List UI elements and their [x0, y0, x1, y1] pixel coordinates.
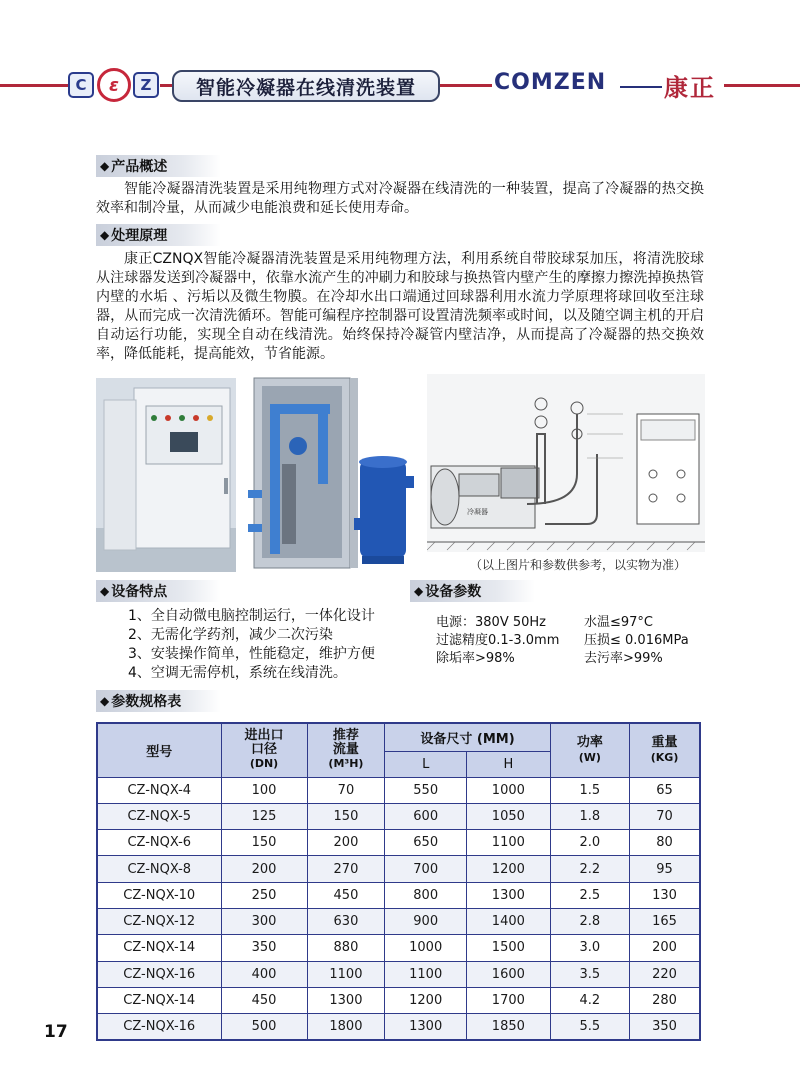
table-cell: 150	[307, 803, 385, 829]
section-heading: 产品概述	[111, 159, 168, 175]
installation-diagram-svg	[427, 374, 705, 552]
diamond-bullet-icon: ◆	[100, 694, 110, 708]
table-cell: 1300	[467, 882, 551, 908]
table-cell: 80	[630, 830, 700, 856]
table-cell: 130	[630, 882, 700, 908]
section-heading: 处理原理	[111, 228, 168, 244]
list-item: 3、安装操作简单，性能稳定，维护方便	[128, 646, 375, 662]
table-cell: 70	[307, 777, 385, 803]
col-header-dn: 进出口口径 (DN)	[221, 723, 307, 777]
diamond-bullet-icon: ◆	[100, 228, 110, 242]
table-row	[97, 908, 700, 934]
table-cell: 1100	[467, 830, 551, 856]
section-tag-overview	[96, 155, 221, 177]
table-cell: 1.5	[550, 777, 629, 803]
col-header-h: H	[467, 751, 551, 777]
image-caption: （以上图片和参数供参考，以实物为准）	[470, 558, 687, 572]
table-cell: CZ-NQX-4	[97, 777, 221, 803]
table-cell: CZ-NQX-12	[97, 908, 221, 934]
param-item: 过滤精度0.1-3.0mm	[436, 633, 560, 648]
col-header-weight: 重量 (KG)	[630, 723, 700, 777]
table-cell: 1100	[385, 961, 467, 987]
section-tag-spec	[96, 690, 221, 712]
table-cell: 1200	[467, 856, 551, 882]
table-row	[97, 803, 700, 829]
param-item: 除垢率>98%	[436, 651, 515, 666]
header-rule-left	[0, 84, 70, 87]
internal-unit-illustration	[248, 374, 418, 572]
table-cell: 1850	[467, 1014, 551, 1040]
param-item: 去污率>99%	[584, 651, 663, 666]
page-title: 智能冷凝器在线清洗装置	[172, 70, 440, 102]
logo-emblem: ε	[97, 68, 131, 102]
table-cell: 350	[630, 1014, 700, 1040]
table-cell: CZ-NQX-14	[97, 987, 221, 1013]
principle-text: 康正CZNQX智能冷凝器清洗装置是采用纯物理方法，利用系统自带胶球泵加压，将清洗胶球从注球器发送到冷凝器中，依靠水流产生的冲刷力和胶球与换热管内壁产生的摩擦力擦洗掉换热管内壁的水垢 、污垢以及微生物膜。在冷却水出口端通过回球器利用水流力学原理将球回收至注球器，从而完成一次清洗循环。智能可编程序控制器可设置清洗频率或时间，以及随空调主机的开启自动运行功能，实现全自动在线清洗。始终保持冷凝管内壁洁净，从而提高了冷凝器的热交换效率，降低能耗，提高能效，节省能源。	[96, 251, 704, 362]
table-cell: 270	[307, 856, 385, 882]
feature-list	[128, 607, 375, 683]
param-item: 电源：380V 50Hz	[436, 615, 546, 630]
page-number: 17	[44, 1022, 68, 1042]
param-list-right	[584, 614, 689, 668]
brand-name-cn: 康正	[664, 74, 716, 102]
col-header-power: 功率 (W)	[550, 723, 629, 777]
header-rule-brand	[620, 86, 662, 88]
table-cell: 200	[630, 935, 700, 961]
table-cell: 100	[221, 777, 307, 803]
table-cell: 2.8	[550, 908, 629, 934]
table-cell: 700	[385, 856, 467, 882]
table-cell: 300	[221, 908, 307, 934]
table-cell: 280	[630, 987, 700, 1013]
logo-letter-z: Z	[133, 72, 159, 98]
table-cell: CZ-NQX-8	[97, 856, 221, 882]
table-cell: 125	[221, 803, 307, 829]
table-cell: 450	[221, 987, 307, 1013]
table-cell: 500	[221, 1014, 307, 1040]
table-cell: 1400	[467, 908, 551, 934]
table-cell: 3.0	[550, 935, 629, 961]
table-cell: 70	[630, 803, 700, 829]
table-cell: 800	[385, 882, 467, 908]
table-cell: 65	[630, 777, 700, 803]
table-cell: 630	[307, 908, 385, 934]
table-cell: CZ-NQX-14	[97, 935, 221, 961]
table-cell: CZ-NQX-10	[97, 882, 221, 908]
table-cell: 1050	[467, 803, 551, 829]
table-cell: 3.5	[550, 961, 629, 987]
section-tag-principle	[96, 224, 221, 246]
list-item: 2、无需化学药剂，减少二次污染	[128, 627, 333, 643]
table-cell: 200	[221, 856, 307, 882]
table-cell: 600	[385, 803, 467, 829]
installation-diagram	[427, 374, 705, 552]
product-photo-cabinet	[96, 378, 236, 572]
table-cell: 880	[307, 935, 385, 961]
table-row	[97, 830, 700, 856]
table-cell: 1600	[467, 961, 551, 987]
table-cell: 550	[385, 777, 467, 803]
table-cell: 95	[630, 856, 700, 882]
table-row	[97, 1014, 700, 1040]
table-cell: 5.5	[550, 1014, 629, 1040]
table-cell: 400	[221, 961, 307, 987]
table-cell: CZ-NQX-5	[97, 803, 221, 829]
table-cell: 1700	[467, 987, 551, 1013]
param-item: 水温≤97°C	[584, 615, 654, 630]
table-cell: 900	[385, 908, 467, 934]
table-cell: 2.2	[550, 856, 629, 882]
diamond-bullet-icon: ◆	[100, 159, 110, 173]
table-cell: 4.2	[550, 987, 629, 1013]
table-cell: 250	[221, 882, 307, 908]
table-cell: 1.8	[550, 803, 629, 829]
section-tag-params	[410, 580, 535, 602]
list-item: 4、空调无需停机，系统在线清洗。	[128, 665, 347, 681]
table-cell: CZ-NQX-16	[97, 1014, 221, 1040]
table-cell: 650	[385, 830, 467, 856]
table-cell: 2.5	[550, 882, 629, 908]
diamond-bullet-icon: ◆	[414, 584, 424, 598]
table-row	[97, 935, 700, 961]
table-cell: 200	[307, 830, 385, 856]
logo-letter-c: C	[68, 72, 94, 98]
table-row	[97, 882, 700, 908]
table-row	[97, 777, 700, 803]
table-cell: 165	[630, 908, 700, 934]
table-row	[97, 987, 700, 1013]
table-cell: 450	[307, 882, 385, 908]
section-heading: 参数规格表	[111, 694, 182, 710]
table-cell: 1000	[385, 935, 467, 961]
col-header-flow: 推荐流量 (M³H)	[307, 723, 385, 777]
section-heading: 设备参数	[425, 584, 482, 600]
table-cell: 2.0	[550, 830, 629, 856]
table-cell: 1000	[467, 777, 551, 803]
table-cell: 1200	[385, 987, 467, 1013]
table-cell: 220	[630, 961, 700, 987]
table-cell: 1300	[307, 987, 385, 1013]
param-item: 压损≤ 0.016MPa	[584, 633, 689, 648]
table-row	[97, 856, 700, 882]
table-cell: 1300	[385, 1014, 467, 1040]
table-cell: CZ-NQX-16	[97, 961, 221, 987]
cabinet-illustration	[96, 378, 236, 572]
col-header-model: 型号	[97, 723, 221, 777]
section-heading: 设备特点	[111, 584, 168, 600]
diagram-label: 冷凝器	[467, 508, 488, 516]
header-rule-end	[724, 84, 800, 87]
table-row	[97, 961, 700, 987]
section-tag-features	[96, 580, 221, 602]
table-cell: 1500	[467, 935, 551, 961]
spec-table	[96, 722, 701, 1041]
table-cell: CZ-NQX-6	[97, 830, 221, 856]
param-list-left	[436, 614, 559, 668]
table-cell: 350	[221, 935, 307, 961]
brand-name-en: COMZEN	[494, 70, 607, 95]
diamond-bullet-icon: ◆	[100, 584, 110, 598]
table-cell: 1800	[307, 1014, 385, 1040]
product-photo-internal	[248, 374, 418, 572]
col-header-l: L	[385, 751, 467, 777]
header-rule-right	[440, 84, 492, 87]
table-cell: 1100	[307, 961, 385, 987]
col-header-size: 设备尺寸 (MM)	[385, 723, 550, 751]
table-cell: 150	[221, 830, 307, 856]
overview-text: 智能冷凝器清洗装置是采用纯物理方式对冷凝器在线清洗的一种装置，提高了冷凝器的热交换效率和制冷量，从而减少电能浪费和延长使用寿命。	[96, 181, 704, 216]
list-item: 1、全自动微电脑控制运行，一体化设计	[128, 608, 375, 624]
